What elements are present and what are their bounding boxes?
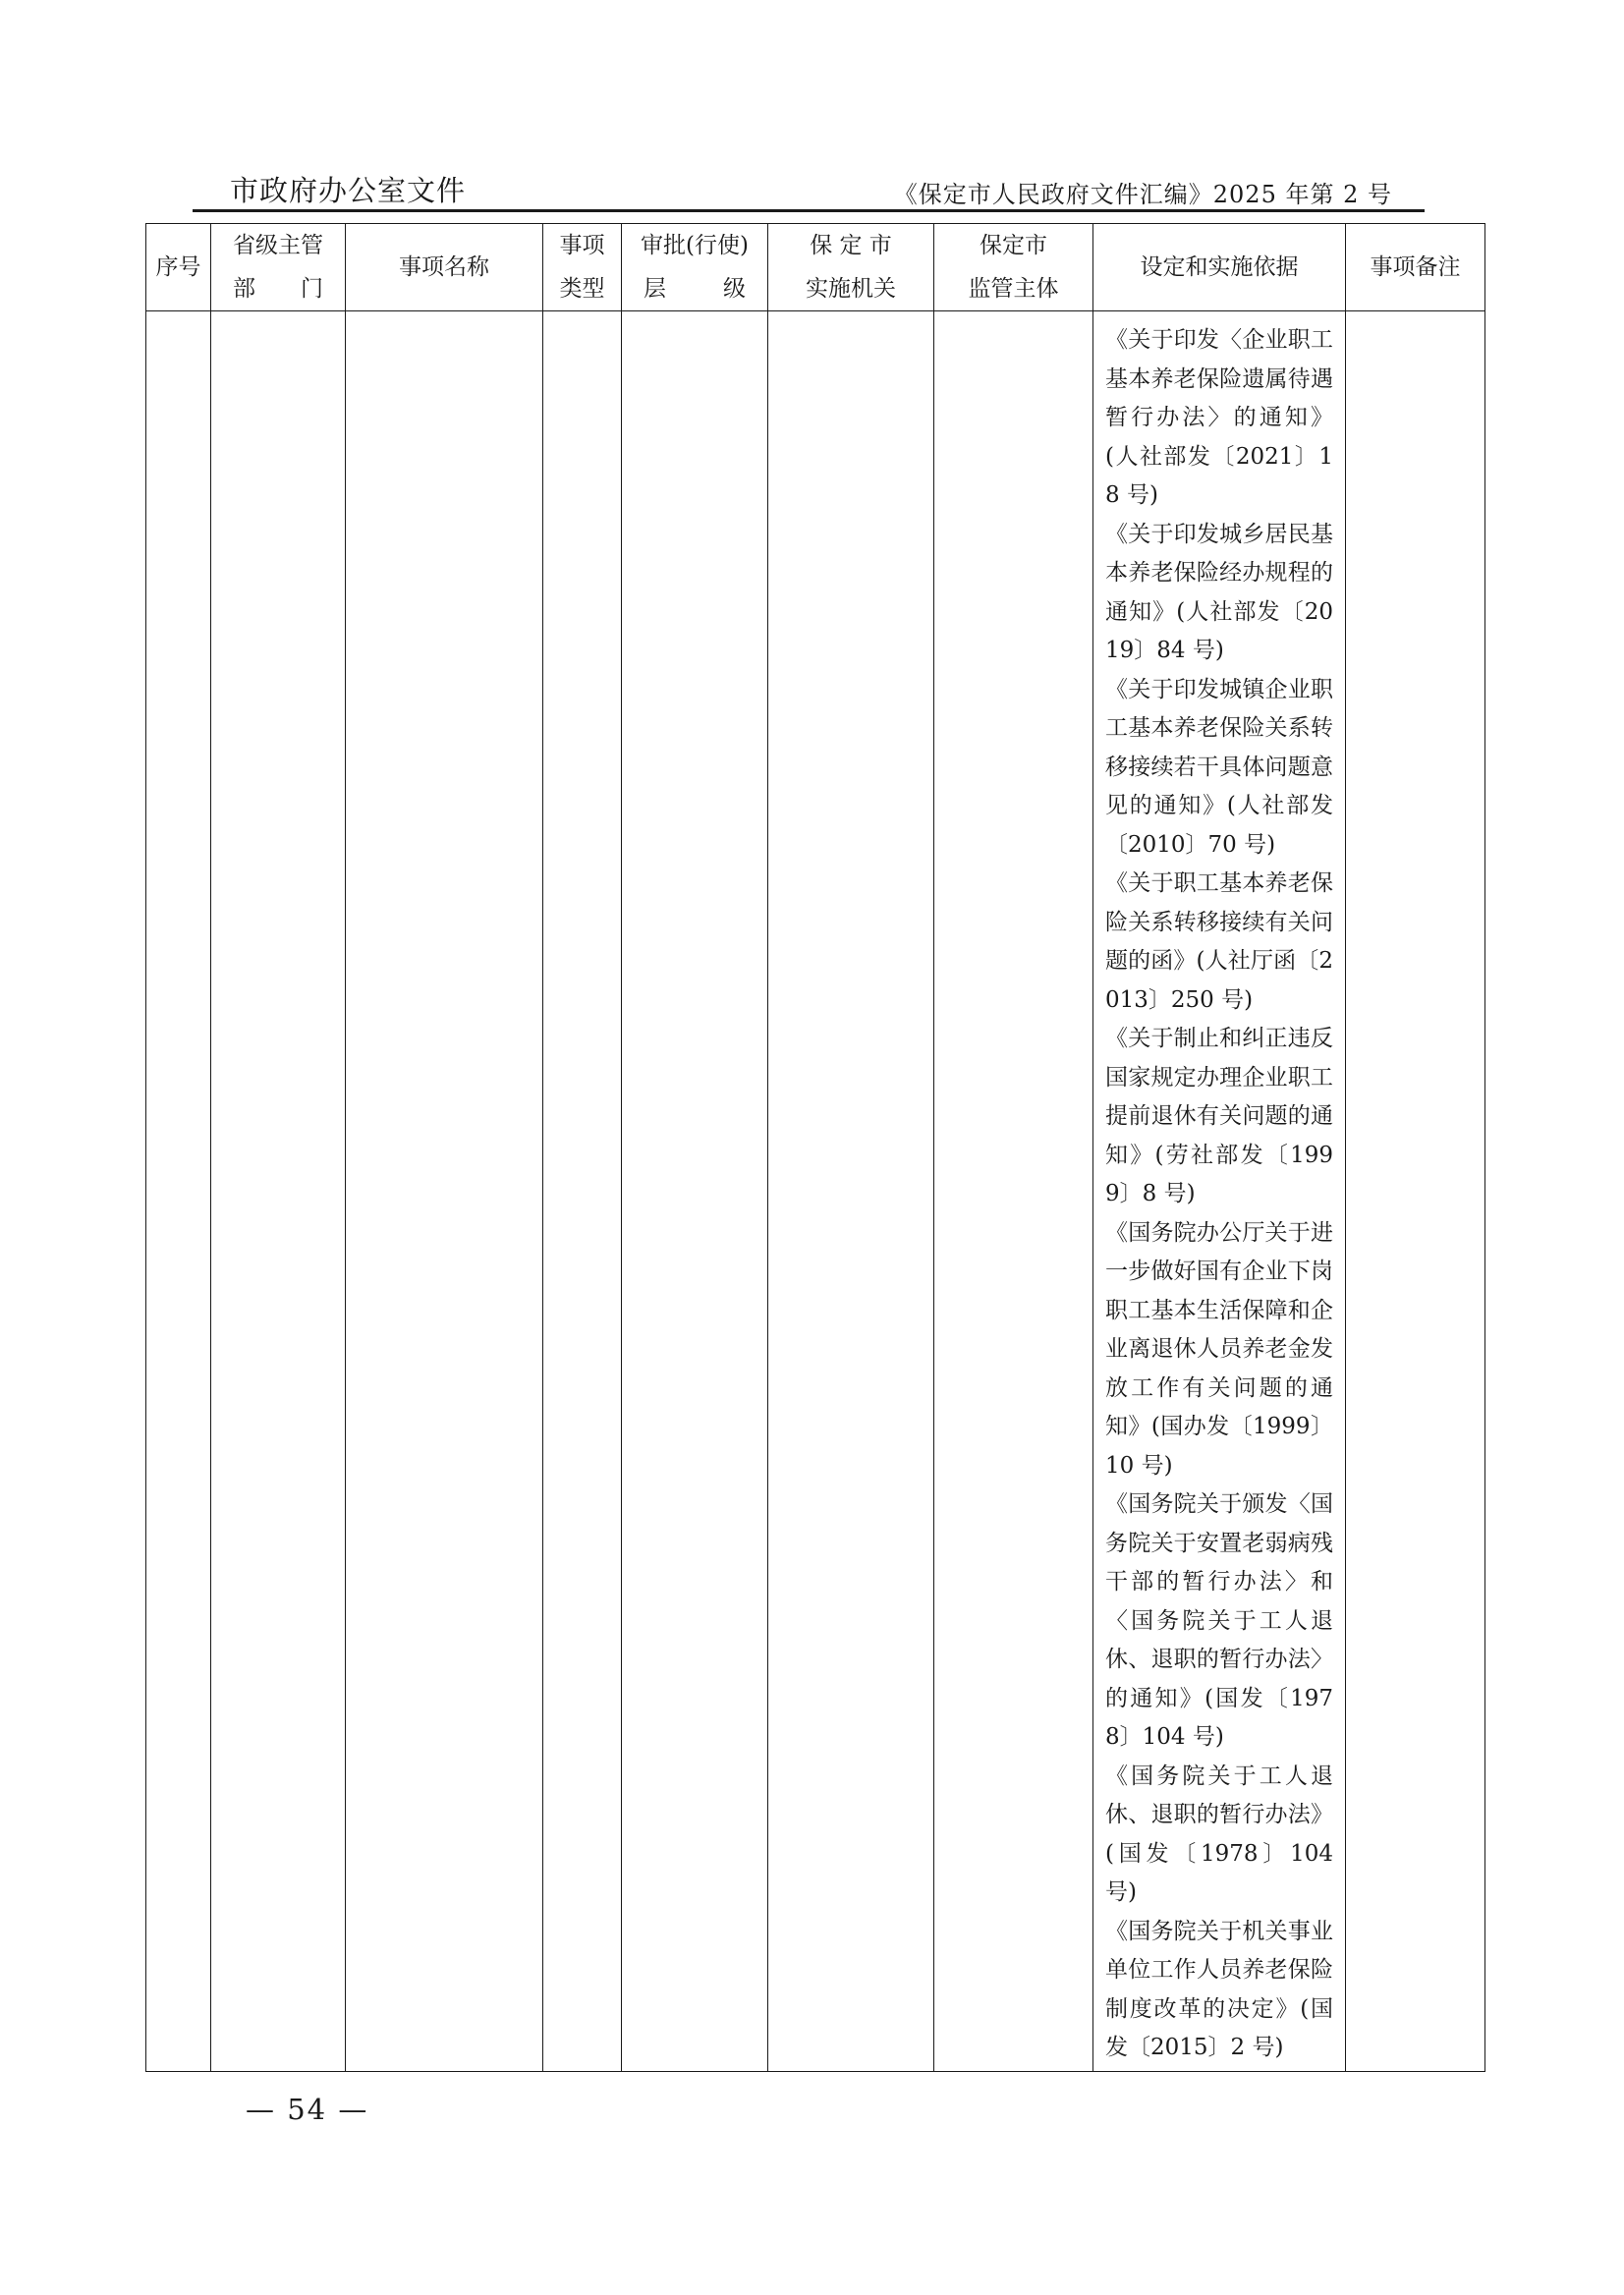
basis-item: 《关于职工基本养老保险关系转移接续有关问题的函》(人社厅函〔2013〕250 号) — [1105, 870, 1333, 1013]
basis-item: 《关于印发〈企业职工基本养老保险遗属待遇暂行办法〉的通知》(人社部发〔2021〕18 号) — [1105, 327, 1333, 508]
col-header-implementing-agency: 保 定 市 实施机关 — [768, 224, 934, 311]
header-divider — [193, 209, 1425, 212]
col-header-item-name: 事项名称 — [346, 224, 543, 311]
basis-item: 《国务院关于机关事业单位工作人员养老保险制度改革的决定》(国发〔2015〕2 号) — [1105, 1918, 1333, 2060]
col-header-department: 省级主管 部 门 — [211, 224, 346, 311]
col-header-supervisor: 保定市 监管主体 — [934, 224, 1093, 311]
compilation-issue-title: 《保定市人民政府文件汇编》2025 年第 2 号 — [893, 181, 1392, 208]
col-header-item-type: 事项 类型 — [543, 224, 622, 311]
basis-item: 《关于制止和纠正违反国家规定办理企业职工提前退休有关问题的通知》(劳社部发〔1999〕8 号) — [1105, 1026, 1333, 1206]
basis-item: 《关于印发城镇企业职工基本养老保险关系转移接续若干具体问题意见的通知》(人社部发〔2010〕70 号) — [1105, 676, 1333, 858]
col-header-level: 审批(行使) 层 级 — [622, 224, 768, 311]
cell-index — [146, 311, 211, 2072]
cell-item-name — [346, 311, 543, 2072]
page-number: — 54 — — [246, 2093, 369, 2126]
basis-item: 《国务院办公厅关于进一步做好国有企业下岗职工基本生活保障和企业离退休人员养老金发放工作有关问题的通知》(国办发〔1999〕10 号) — [1105, 1219, 1333, 1479]
basis-item: 《关于印发城乡居民基本养老保险经办规程的通知》(人社部发〔2019〕84 号) — [1105, 521, 1333, 663]
basis-item: 《国务院关于工人退休、退职的暂行办法》(国发〔1978〕104 号) — [1105, 1763, 1333, 1905]
approval-items-table — [145, 223, 1485, 2072]
table-header-row — [146, 224, 1485, 311]
basis-list — [1093, 311, 1345, 2068]
col-header-basis: 设定和实施依据 — [1093, 224, 1346, 311]
cell-supervisor — [934, 311, 1093, 2072]
cell-basis — [1093, 311, 1346, 2072]
col-header-remarks: 事项备注 — [1346, 224, 1485, 311]
cell-remarks — [1346, 311, 1485, 2072]
cell-implementing-agency — [768, 311, 934, 2072]
table-row — [146, 311, 1485, 2072]
basis-item: 《国务院关于颁发〈国务院关于安置老弱病残干部的暂行办法〉和〈国务院关于工人退休、退职的暂行办法〉的通知》(国发〔1978〕104 号) — [1105, 1491, 1333, 1750]
document-source-title: 市政府办公室文件 — [230, 174, 467, 207]
col-header-index: 序号 — [146, 224, 211, 311]
cell-level — [622, 311, 768, 2072]
cell-department — [211, 311, 346, 2072]
cell-item-type — [543, 311, 622, 2072]
